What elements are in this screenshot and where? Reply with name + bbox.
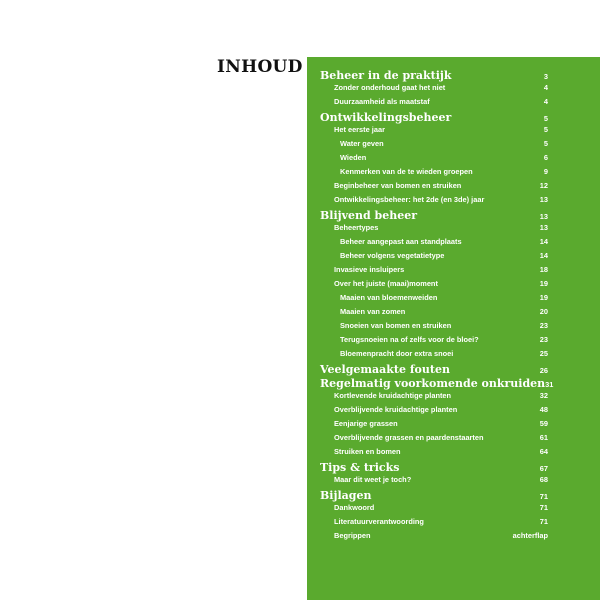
toc-entry[interactable]	[307, 237, 600, 251]
toc-entry-title: Ontwikkelingsbeheer	[320, 111, 452, 124]
toc-entry[interactable]	[307, 195, 600, 209]
toc-entry-title: Maaien van zomen	[340, 307, 406, 316]
toc-entry-title: Regelmatig voorkomende onkruiden	[320, 377, 546, 390]
toc-entry[interactable]	[307, 293, 600, 307]
toc-entry-title: Beginbeheer van bomen en struiken	[334, 181, 462, 190]
toc-entry[interactable]	[307, 167, 600, 181]
toc-entry-page: 68	[539, 475, 548, 484]
toc-entry[interactable]	[307, 363, 600, 377]
toc-entry[interactable]	[307, 125, 600, 139]
toc-entry-title: Eenjarige grassen	[334, 419, 398, 428]
toc-entry[interactable]	[307, 349, 600, 363]
toc-entry-page: 4	[543, 83, 548, 92]
toc-entry-title: Struiken en bomen	[334, 447, 401, 456]
toc-entry[interactable]	[307, 153, 600, 167]
toc-entry[interactable]	[307, 307, 600, 321]
toc-entry-page: 18	[539, 265, 548, 274]
toc-entry-title: Ontwikkelingsbeheer: het 2de (en 3de) jaar	[334, 195, 485, 204]
toc-entry-page: 19	[539, 293, 548, 302]
toc-entry[interactable]	[307, 139, 600, 153]
toc-entry-title: Overblijvende grassen en paardenstaarten	[334, 433, 484, 442]
toc-entry[interactable]	[307, 405, 600, 419]
toc-entry-page: 71	[539, 517, 548, 526]
toc-entry[interactable]	[307, 97, 600, 111]
toc-entry-page: 59	[539, 419, 548, 428]
table-of-contents	[307, 69, 600, 545]
toc-entry-title: Over het juiste (maai)moment	[334, 279, 438, 288]
toc-entry[interactable]	[307, 265, 600, 279]
toc-entry-page: 64	[539, 447, 548, 456]
toc-entry[interactable]	[307, 433, 600, 447]
toc-entry[interactable]	[307, 321, 600, 335]
toc-panel	[307, 57, 600, 600]
toc-entry[interactable]	[307, 209, 600, 223]
toc-entry-title: Kortlevende kruidachtige planten	[334, 391, 452, 400]
toc-entry-title: Water geven	[340, 139, 384, 148]
toc-entry-title: Tips & tricks	[320, 461, 400, 474]
toc-entry-title: Blijvend beheer	[320, 209, 418, 222]
toc-entry-title: Bijlagen	[320, 489, 372, 502]
toc-entry-page: 9	[543, 167, 548, 176]
toc-entry[interactable]	[307, 181, 600, 195]
toc-entry[interactable]	[307, 223, 600, 237]
toc-entry-page: achterflap	[512, 531, 548, 540]
toc-entry[interactable]	[307, 419, 600, 433]
toc-entry-page: 13	[539, 223, 548, 232]
toc-entry[interactable]	[307, 69, 600, 83]
toc-entry-page: 23	[539, 321, 548, 330]
toc-entry-page: 13	[539, 212, 548, 221]
toc-entry[interactable]	[307, 279, 600, 293]
toc-entry-title: Het eerste jaar	[334, 125, 385, 134]
toc-entry-title: Beheertypes	[334, 223, 379, 232]
toc-entry-page: 12	[539, 181, 548, 190]
toc-entry[interactable]	[307, 517, 600, 531]
toc-entry-title: Terugsnoeien na of zelfs voor de bloei?	[340, 335, 479, 344]
toc-entry-page: 3	[543, 72, 548, 81]
toc-entry-page: 67	[539, 464, 548, 473]
toc-entry-page: 5	[543, 114, 548, 123]
toc-entry-page: 4	[543, 97, 548, 106]
toc-entry-page: 25	[539, 349, 548, 358]
toc-entry-page: 31	[545, 380, 554, 389]
toc-entry-page: 14	[539, 237, 548, 246]
toc-entry-title: Kenmerken van de te wieden groepen	[340, 167, 473, 176]
toc-entry-page: 71	[539, 492, 548, 501]
toc-entry-title: Snoeien van bomen en struiken	[340, 321, 452, 330]
toc-entry[interactable]	[307, 251, 600, 265]
toc-entry-title: Duurzaamheid als maatstaf	[334, 97, 430, 106]
toc-entry[interactable]	[307, 111, 600, 125]
toc-entry-page: 14	[539, 251, 548, 260]
toc-entry-page: 5	[543, 139, 548, 148]
toc-entry-title: Veelgemaakte fouten	[320, 363, 450, 376]
toc-entry[interactable]	[307, 447, 600, 461]
toc-entry-page: 23	[539, 335, 548, 344]
toc-entry-page: 5	[543, 125, 548, 134]
toc-entry-title: Wieden	[340, 153, 367, 162]
toc-entry-page: 13	[539, 195, 548, 204]
toc-entry[interactable]	[307, 335, 600, 349]
toc-entry[interactable]	[307, 377, 600, 391]
toc-entry-title: Bloemenpracht door extra snoei	[340, 349, 454, 358]
toc-entry-title: Maar dit weet je toch?	[334, 475, 412, 484]
toc-entry[interactable]	[307, 489, 600, 503]
toc-entry-title: Literatuurverantwoording	[334, 517, 424, 526]
toc-entry-page: 61	[539, 433, 548, 442]
toc-entry-title: Invasieve insluipers	[334, 265, 405, 274]
toc-entry[interactable]	[307, 391, 600, 405]
toc-entry[interactable]	[307, 83, 600, 97]
toc-entry-title: Beheer volgens vegetatietype	[340, 251, 445, 260]
toc-entry-page: 71	[539, 503, 548, 512]
toc-entry-page: 19	[539, 279, 548, 288]
toc-entry-title: Overblijvende kruidachtige planten	[334, 405, 458, 414]
toc-entry-title: Maaien van bloemenweiden	[340, 293, 438, 302]
toc-entry-page: 6	[543, 153, 548, 162]
toc-entry[interactable]	[307, 461, 600, 475]
toc-entry-page: 48	[539, 405, 548, 414]
toc-entry-title: Zonder onderhoud gaat het niet	[334, 83, 446, 92]
toc-entry-title: Beheer aangepast aan standplaats	[340, 237, 462, 246]
toc-entry-title: Dankwoord	[334, 503, 375, 512]
toc-entry-page: 32	[539, 391, 548, 400]
toc-entry-title: Begrippen	[334, 531, 371, 540]
toc-entry[interactable]	[307, 531, 600, 545]
toc-entry-title: Beheer in de praktijk	[320, 69, 452, 82]
toc-entry-page: 20	[539, 307, 548, 316]
toc-entry[interactable]	[307, 503, 600, 517]
toc-entry[interactable]	[307, 475, 600, 489]
toc-entry-page: 26	[539, 366, 548, 375]
page-title: INHOUD	[217, 57, 303, 77]
